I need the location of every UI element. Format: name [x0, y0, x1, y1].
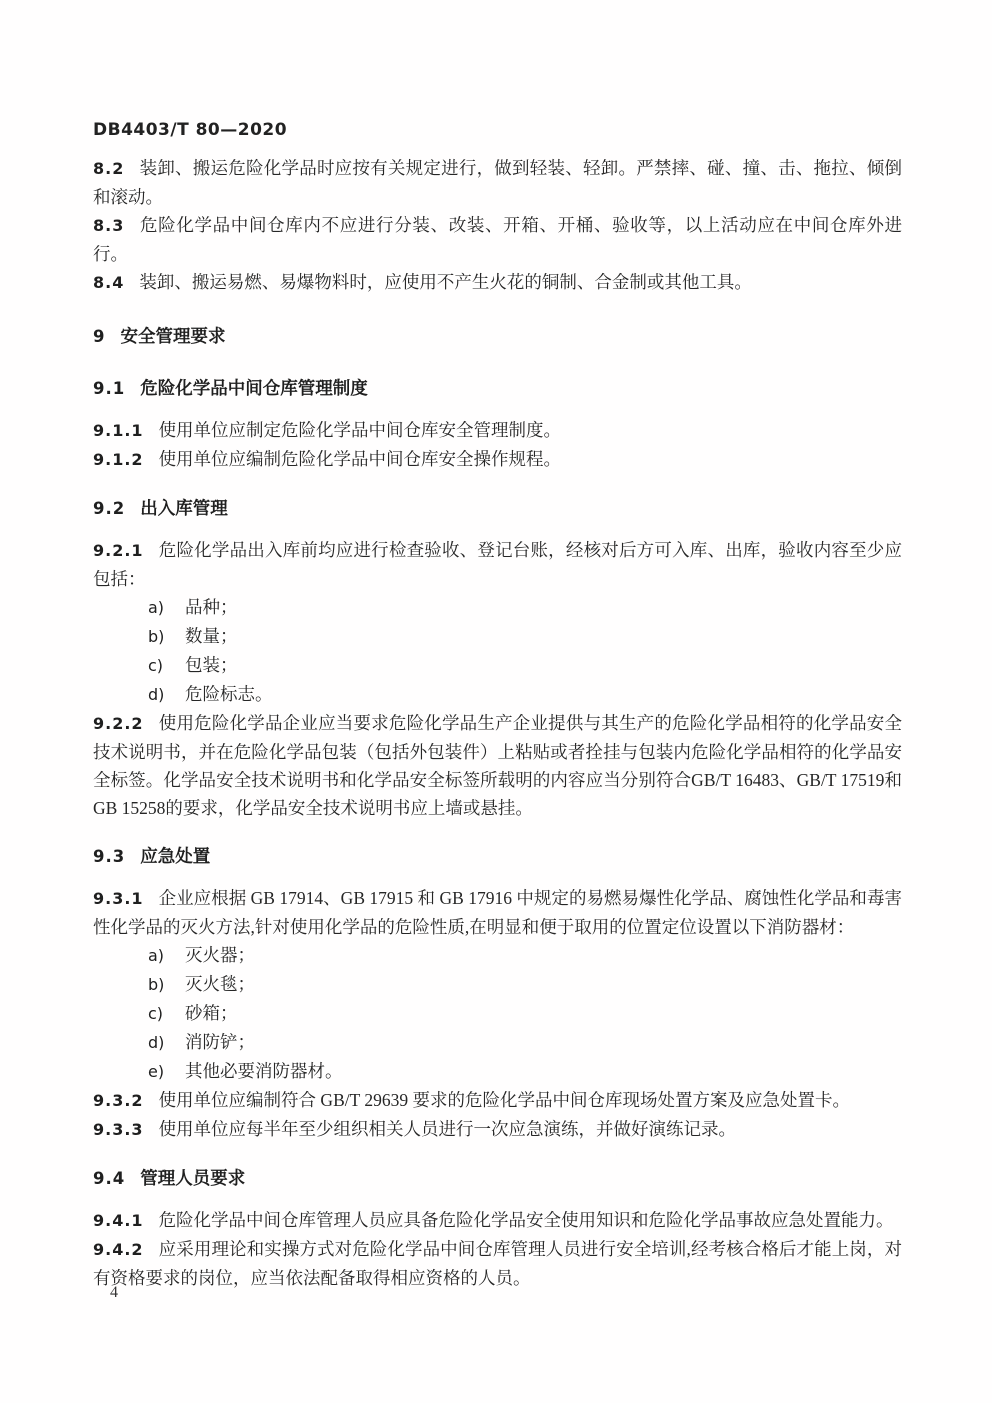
subsection-heading-9-2: [93, 495, 902, 523]
clause-9-2-1: [93, 536, 902, 593]
list-item-text: 砂箱；: [185, 1003, 238, 1023]
clause-9-4-2: [93, 1235, 902, 1292]
section-title: 管理人员要求: [140, 1169, 246, 1189]
list-item-text: 数量；: [185, 626, 238, 646]
list-item-marker: d): [148, 1033, 165, 1052]
clause-number: 8.4: [93, 273, 125, 292]
clause-text: 危险化学品中间仓库内不应进行分装、改装、开箱、开桶、验收等，以上活动应在中间仓库外进行。: [93, 215, 902, 264]
clause-9-3-1: [93, 884, 902, 941]
clause-9-1-1: [93, 416, 902, 445]
clause-text: 装卸、搬运易燃、易爆物料时，应使用不产生火花的铜制、合金制或其他工具。: [139, 272, 752, 292]
list-item-e: [93, 1057, 902, 1086]
section-title: 危险化学品中间仓库管理制度: [140, 379, 368, 399]
standard-number: DB4403/T 80—2020: [93, 120, 288, 140]
list-item-marker: b): [148, 627, 165, 646]
page-number: 4: [110, 1284, 118, 1301]
subsection-heading-9-3: [93, 843, 902, 871]
section-number: 9.4: [93, 1169, 126, 1188]
clause-8-2: [93, 154, 902, 211]
clause-8-3: [93, 211, 902, 268]
clause-9-2-2: [93, 709, 902, 822]
clause-9-3-3: [93, 1115, 902, 1144]
list-item-text: 包装；: [185, 655, 238, 675]
clause-8-4: [93, 268, 902, 297]
list-item-a: [93, 593, 902, 622]
clause-text: 使用单位应编制符合 GB/T 29639 要求的危险化学品中间仓库现场处置方案及应急处置卡。: [158, 1090, 850, 1110]
clause-text: 使用单位应每半年至少组织相关人员进行一次应急演练，并做好演练记录。: [158, 1119, 737, 1139]
clause-number: 8.2: [93, 159, 125, 178]
clause-number: 9.2.1: [93, 541, 144, 560]
clause-text: 装卸、搬运危险化学品时应按有关规定进行，做到轻装、轻卸。严禁摔、碰、撞、击、拖拉、倾倒和滚动。: [93, 158, 902, 207]
list-item-marker: c): [148, 1004, 164, 1023]
list-item-text: 其他必要消防器材。: [185, 1061, 343, 1081]
document-header: [93, 120, 902, 140]
list-item-text: 危险标志。: [185, 684, 273, 704]
list-item-b: [93, 970, 902, 999]
list-item-marker: e): [148, 1062, 165, 1081]
clause-9-3-2: [93, 1086, 902, 1115]
clause-text: 使用危险化学品企业应当要求危险化学品生产企业提供与其生产的危险化学品相符的化学品安全技术说明书，并在危险化学品包装（包括外包装件）上粘贴或者拴挂与包装内危险化学品相符的化学品安全标签。化学品安全技术说明书和化学品安全标签所载明的内容应当分别符合GB/T 16483、GB/T 17519和GB 15258的要求，化学品安全技术说明书应上墙或悬挂。: [93, 713, 902, 818]
list-item-marker: a): [148, 946, 165, 965]
section-number: 9: [93, 327, 106, 346]
list-item-c: [93, 999, 902, 1028]
list-item-marker: d): [148, 685, 165, 704]
list-item-text: 灭火毯；: [185, 974, 255, 994]
section-number: 9.2: [93, 499, 126, 518]
clause-9-1-2: [93, 445, 902, 474]
subsection-heading-9-1: [93, 375, 902, 403]
clause-text: 使用单位应制定危险化学品中间仓库安全管理制度。: [158, 420, 562, 440]
document-body: [93, 154, 902, 1292]
list-item-c: [93, 651, 902, 680]
section-title: 应急处置: [140, 847, 211, 867]
clause-number: 9.1.1: [93, 421, 144, 440]
list-item-a: [93, 941, 902, 970]
section-heading-9: [93, 323, 902, 351]
section-title: 出入库管理: [140, 499, 228, 519]
list-item-marker: a): [148, 598, 165, 617]
clause-9-4-1: [93, 1206, 902, 1235]
clause-number: 9.3.1: [93, 889, 144, 908]
clause-number: 9.4.1: [93, 1211, 144, 1230]
clause-number: 8.3: [93, 216, 125, 235]
clause-number: 9.3.2: [93, 1091, 144, 1110]
section-number: 9.3: [93, 847, 126, 866]
clause-number: 9.2.2: [93, 714, 144, 733]
list-item-marker: b): [148, 975, 165, 994]
section-number: 9.1: [93, 379, 126, 398]
clause-number: 9.3.3: [93, 1120, 144, 1139]
clause-text: 危险化学品中间仓库管理人员应具备危险化学品安全使用知识和危险化学品事故应急处置能力。: [158, 1210, 894, 1230]
clause-text: 使用单位应编制危险化学品中间仓库安全操作规程。: [158, 449, 562, 469]
clause-text: 危险化学品出入库前均应进行检查验收、登记台账，经核对后方可入库、出库，验收内容至少应包括：: [93, 540, 902, 589]
list-item-text: 灭火器；: [185, 945, 255, 965]
section-title: 安全管理要求: [120, 327, 226, 347]
list-item-marker: c): [148, 656, 164, 675]
list-item-b: [93, 622, 902, 651]
clause-text: 企业应根据 GB 17914、GB 17915 和 GB 17916 中规定的易燃易爆性化学品、腐蚀性化学品和毒害性化学品的灭火方法,针对使用化学品的危险性质,在明显和便于取用的位置定位设置以下消防器材：: [93, 888, 902, 937]
list-item-d: [93, 1028, 902, 1057]
list-item-d: [93, 680, 902, 709]
list-item-text: 消防铲；: [185, 1032, 255, 1052]
list-item-text: 品种；: [185, 597, 238, 617]
clause-number: 9.4.2: [93, 1240, 144, 1259]
clause-number: 9.1.2: [93, 450, 144, 469]
subsection-heading-9-4: [93, 1165, 902, 1193]
clause-text: 应采用理论和实操方式对危险化学品中间仓库管理人员进行安全培训,经考核合格后才能上岗，对有资格要求的岗位，应当依法配备取得相应资格的人员。: [93, 1239, 902, 1288]
